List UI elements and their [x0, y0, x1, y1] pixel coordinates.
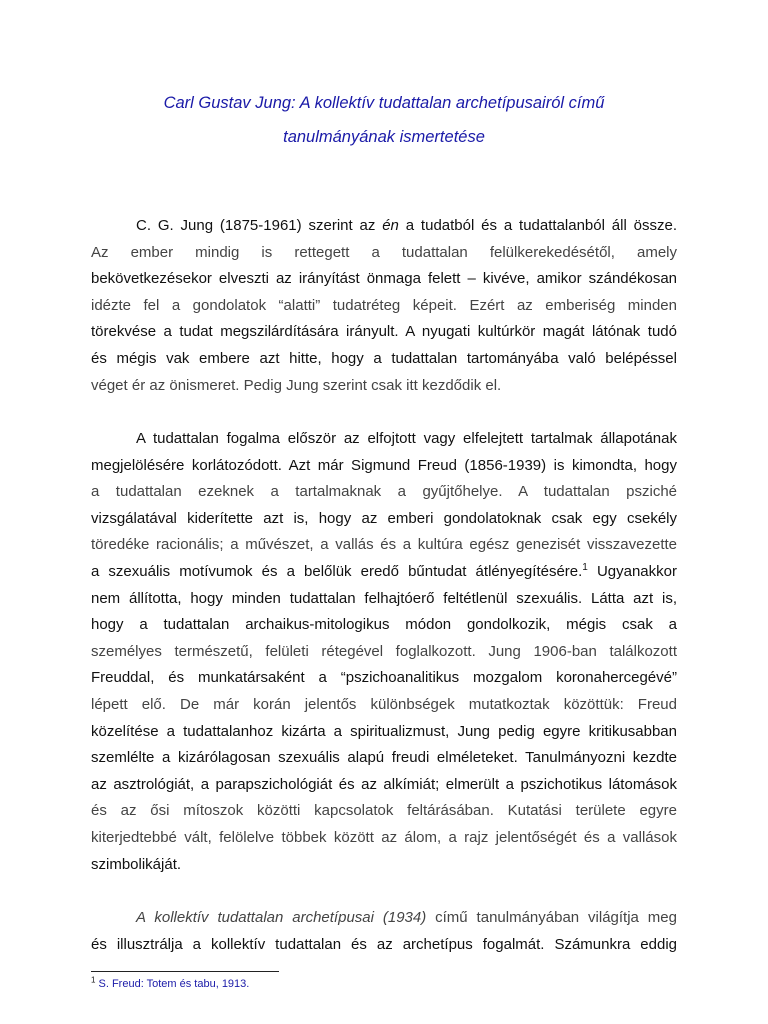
text-line: a szexuális motívumok és a belőlük eredő bűntudat átlényegítésére.$^1$ Ugyanakkor — [91, 561, 677, 580]
text-line: megjelölésére korlátozódott. Azt már Sigmund Freud (1856-1939) is kimondta, hogy — [91, 456, 677, 474]
text-line: A tudattalan fogalma először az elfojtott vagy elfelejtett tartalmak állapotának — [136, 430, 677, 447]
text-line: közelítése a tudattalanhoz kizárta a spiritualizmust, Jung pedig egyre kritikusabban — [91, 722, 677, 740]
document-title — [60, 86, 708, 154]
text-line: személyes természetű, felületi rétegével foglalkozott. Jung 1906-ban találkozott — [91, 642, 677, 660]
footnote-marker: 1 — [582, 561, 588, 573]
text-line: vizsgálatával kiderítette azt is, hogy az emberi gondolatoknak csak egy csekély — [91, 509, 677, 527]
text-line: bekövetkezésekor elveszti az irányítást önmaga felett – kivéve, amikor szándékosan — [91, 270, 677, 288]
text-line: Freuddal, és munkatársaként a “pszichoanalitikus mozgalom koronahercegévé” — [91, 669, 677, 687]
text-line: hogy a tudattalan archaikus-mitologikus módon gondolkozik, mégis csak a — [91, 616, 677, 634]
text-line: törekvése a tudat megszilárdítására irányult. A nyugati kultúrkör magát látónak tudó — [91, 323, 677, 341]
text-line: és illusztrálja a kollektív tudattalan és az archetípus fogalmát. Számunkra eddig — [91, 935, 677, 953]
footnote — [91, 975, 250, 990]
text-line: idézte fel a gondolatok “alatti” tudatréteg képeit. Ezért az emberiség minden — [91, 296, 677, 314]
text-line: A kollektív tudattalan archetípusai (1934) című tanulmányában világítja meg — [136, 909, 677, 926]
text-line: az asztrológiát, a parapszichológiát és az alkímiát; elmerült a pszichotikus látomások — [91, 775, 677, 793]
text-line: töredéke racionális; a művészet, a vallás és a kultúra egész genezisét visszavezette — [91, 536, 677, 554]
text-line: szemlélte a kizárólagosan szexuális alapú freudi elméleteket. Tanulmányozni kezdte — [91, 749, 677, 767]
paragraph-2 — [91, 426, 677, 878]
text-line: lépett elő. De már korán jelentős különbségek mutatkoztak közöttük: Freud — [91, 695, 677, 713]
text-line: C. G. Jung (1875-1961) szerint az én a tudatból és a tudattalanból áll össze. — [136, 217, 677, 234]
text-line: kiterjedtebbé vált, felölelve többek között az álom, a rajz jelentőségét és a vallások — [91, 828, 677, 846]
paragraph-3 — [91, 905, 677, 958]
text-line: a tudattalan ezeknek a tartalmaknak a gyűjtőhelye. A tudattalan psziché — [91, 483, 677, 501]
text-line: véget ér az önismeret. Pedig Jung szerint csak itt kezdődik el. — [91, 376, 502, 394]
title-line-2: tanulmányának ismertetése — [283, 128, 485, 146]
paragraph-1 — [91, 213, 677, 399]
footnote-divider — [91, 971, 279, 972]
footnote-mark: 1 — [91, 975, 96, 985]
text-line: nem állította, hogy minden tudattalan felhajtóerő feltétlenül szexuális. Látta azt is, — [91, 589, 677, 607]
footnote-text: S. Freud: Totem és tabu, 1913. — [95, 978, 250, 990]
text-line: és mégis vak embere azt hitte, hogy a tudattalan tartományába való belépéssel — [91, 349, 677, 367]
title-line-1: Carl Gustav Jung: A kollektív tudattalan archetípusairól című — [163, 94, 605, 112]
text-line: szimbolikáját. — [91, 855, 182, 873]
text-line: és az ősi mítoszok közötti kapcsolatok feltárásában. Kutatási területe egyre — [91, 802, 677, 820]
text-line: Az ember mindig is rettegett a tudattalan felülkerekedésétől, amely — [91, 243, 677, 261]
